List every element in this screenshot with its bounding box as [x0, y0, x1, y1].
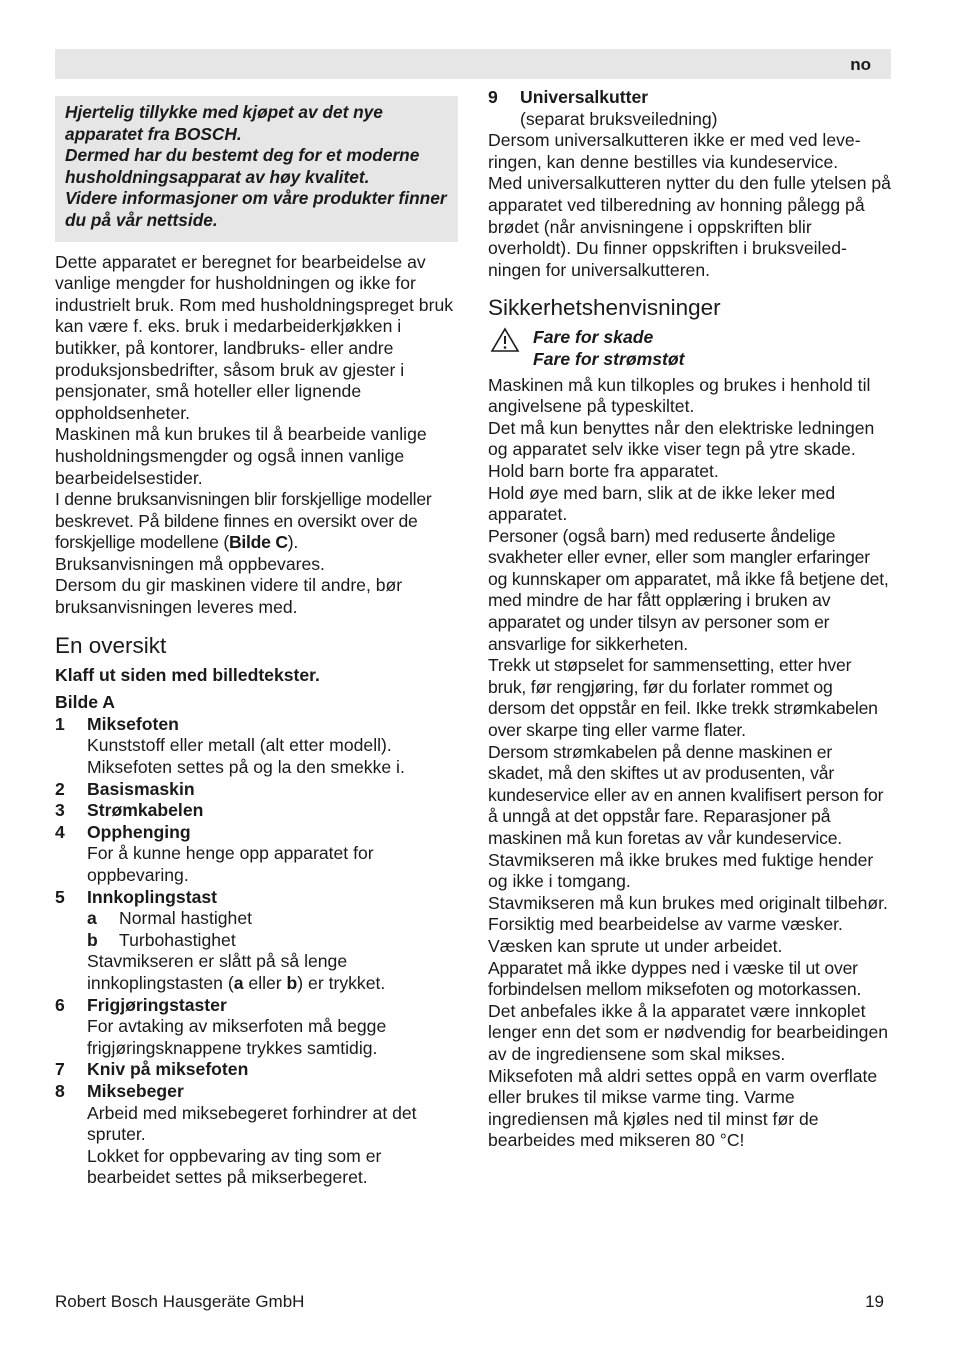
right-column	[488, 87, 892, 1152]
paragraph: Bruksanvisningen må oppbevares.	[55, 553, 325, 574]
fold-note: Klaff ut siden med billedtekster.	[55, 664, 320, 685]
paragraph: Dersom strømkabelen på denne maskinen er skadet, må den skiftes ut av produsenten, vår kundeservice eller av en annen kvalifisert person for å unngå at det oppstår fare. Reparasjoner på maskinen må kun foretas av vår kundeservice.	[488, 741, 884, 848]
figure-label: Bilde A	[55, 692, 115, 713]
intro-line: Hjertelig tillykke med kjøpet av det nye apparatet fra BOSCH.	[65, 102, 383, 144]
paragraph: Dersom du gir maskinen videre til andre, bør bruksanvisningen leveres med.	[55, 575, 403, 618]
paragraph: Apparatet må ikke dyppes ned i væske til ut over forbindelsen mellom miksefoten og motorkassen.	[488, 957, 862, 1000]
list-item: 1 Miksefoten Kunststoff eller metall (alt etter modell). Miksefoten settes på og la den smekke i.	[55, 713, 405, 778]
paragraph: Personer (også barn) med reduserte åndelige svakheter eller evner, eller som mangler erfaringer og kunnskaper om apparatet, må ikke få betjene det, med mindre de har fått opplæring i bruken av apparatet og under tilsyn av personer som er ansvarlige for sikkerheten.	[488, 525, 889, 654]
list-item: 5 Innkoplingstast a Normal hastighet b Turbohastighet Stavmikseren er slått på så lenge innkoplingstasten (a eller b) er trykket.	[55, 886, 386, 993]
section-heading-safety: Sikkerhetshenvisninger	[488, 295, 721, 321]
paragraph: Dette apparatet er beregnet for bearbeidelse av vanlige mengder for husholdningen og ikke for industrielt bruk. Rom med husholdningspreget bruk kan være f. eks. bruk i medarbeiderkjøkken i butikker, på kontorer, landbruks- eller andre produksjonsbedrifter, såsom bruk av gjester i pensjonater, små hoteller eller lignende oppholdsenheter.	[55, 251, 454, 423]
intro-line: Dermed har du bestemt deg for et moderne husholdningsapparat av høy kvalitet.	[65, 145, 420, 187]
list-item: 8 Miksebeger Arbeid med miksebegeret forhindrer at det spruter. Lokket for oppbevaring av ting som er bearbeidet settes på mikserbegeret.	[55, 1080, 417, 1188]
page-number: 19	[865, 1292, 884, 1311]
warning-block	[488, 327, 892, 370]
list-item: 4 Opphenging For å kunne henge opp apparatet for oppbevaring.	[55, 821, 374, 885]
paragraph: Det må kun benyttes når den elektriske ledningen og apparatet selv ikke viser tegn på ytre skade.	[488, 417, 875, 460]
paragraph: I denne bruksanvisningen blir forskjellige modeller beskrevet. På bildene finnes en oversikt over de forskjellige modellene (Bilde C).	[55, 489, 432, 553]
intro-line: Videre informasjoner om våre produkter finner du på vår nettside.	[65, 188, 447, 230]
warning-text: Fare for strømstøt	[533, 348, 685, 369]
paragraph: Maskinen må kun brukes til å bearbeide vanlige husholdningsmengder og også innen vanlige bearbeidelsestider.	[55, 424, 427, 488]
language-code: no	[850, 55, 871, 74]
list-item: 6 Frigjøringstaster For avtaking av mikserfoten må begge frigjøringsknappene trykkes samtidig.	[55, 994, 387, 1058]
paragraph: Stavmikseren må ikke brukes med fuktige hender og ikke i tomgang.	[488, 849, 874, 892]
intro-box	[55, 96, 458, 242]
paragraph: Med universalkutteren nytter du den fulle ytelsen på apparatet ved tilberedning av honning pålegg på brødet (når anvisningene i oppskriften blir overholdt). Du finner oppskriften i bruksveiledningen for universalkutteren.	[488, 173, 891, 280]
paragraph: Hold barn borte fra apparatet.	[488, 460, 719, 481]
paragraph: Stavmikseren må kun brukes med originalt tilbehør. Forsiktig med bearbeidelse av varme væsker. Væsken kan sprute ut under arbeidet.	[488, 892, 888, 956]
paragraph: Hold øye med barn, slik at de ikke leker med apparatet.	[488, 482, 836, 525]
warning-triangle-icon	[490, 327, 520, 353]
paragraph: Det anbefales ikke å la apparatet være innkoplet lenger enn det som er nødvendig for bearbeidingen av de ingrediensene som skal mikses.	[488, 1000, 889, 1064]
list-item: 7 Kniv på miksefoten	[55, 1059, 249, 1080]
list-item: 3 Strømkabelen	[55, 800, 204, 821]
footer-company: Robert Bosch Hausgeräte GmbH	[55, 1292, 305, 1311]
left-column	[55, 96, 458, 1189]
list-item: 9 Universalkutter (separat bruksveiledning)	[488, 87, 718, 129]
header-bar	[55, 49, 891, 79]
paragraph: Miksefoten må aldri settes oppå en varm overflate eller brukes til mikse varme ting. Varme ingrediensen må kjøles ned til minst før de bearbeides med mikseren 80 °C!	[488, 1065, 878, 1151]
paragraph: Dersom universalkutteren ikke er med ved leveringen, kan denne bestilles via kundeservice.	[488, 130, 861, 172]
list-item: 2 Basismaskin	[55, 778, 195, 799]
section-heading-overview: En oversikt	[55, 632, 167, 658]
figure-ref: Bilde C	[228, 532, 288, 553]
paragraph: Maskinen må kun tilkoples og brukes i henhold til angivelsene på typeskiltet.	[488, 374, 871, 417]
warning-text: Fare for skade	[533, 327, 654, 348]
paragraph: Trekk ut støpselet for sammensetting, etter hver bruk, før rengjøring, før du forlater rommet og dersom det oppstår en feil. Ikke trekk strømkabelen over skarpe ting eller varme flater.	[488, 655, 878, 741]
